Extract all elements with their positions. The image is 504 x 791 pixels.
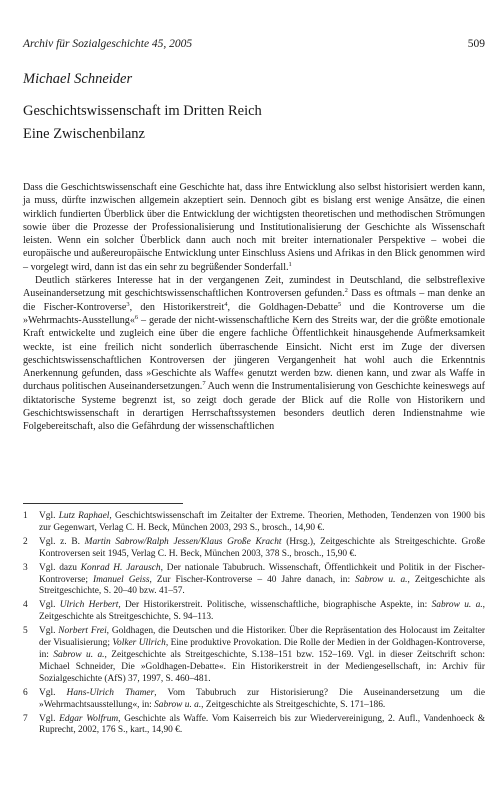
article-body xyxy=(23,181,485,434)
footnote-5: 5 Vgl. Norbert Frei, Goldhagen, die Deutschen und die Historiker. Über die Repräsentation des Holocaust im Zeitalter der Visualisierung; Volker Ullrich, Eine produktive Provokation. Die Rolle der Medien in der Goldhagen-Kontroverse, in: Sabrow u. a., Zeitgeschichte als Streitgeschichte, S.138–151 bzw. 152–169. Vgl. in dieser Zeitschrift schon: Michael Schneider, Die »Goldhagen-Debatte«. Ein Historikerstreit in der Mediengesellschaft, in: Archiv für Sozialgeschichte (AfS) 37, 1997, S. 460–481. xyxy=(23,626,485,684)
article-subtitle: Eine Zwischenbilanz xyxy=(23,126,145,142)
footnote-ref-1: 1 xyxy=(288,260,292,268)
footnote-7: 7 Vgl. Edgar Wolfrum, Geschichte als Waffe. Vom Kaiserreich bis zur Wiedervereinigung, 2. Aufl., Vandenhoeck & Ruprecht, 2002, 176 S., kart., 14,90 €. xyxy=(23,713,486,736)
running-header xyxy=(23,38,485,50)
footnote-ref-4: 4 xyxy=(224,300,228,308)
article-author: Michael Schneider xyxy=(23,71,133,87)
footnote-ref-7: 7 xyxy=(202,380,206,388)
footnote-ref-6: 6 xyxy=(134,313,139,321)
footnote-ref-5: 5 xyxy=(337,300,342,308)
footnote-1: 1 Vgl. Lutz Raphael, Geschichtswissenschaft im Zeitalter der Extreme. Theorien, Methoden, Tendenzen von 1900 bis zur Gegenwart, Verlag C. H. Beck, München 2003, 293 S., brosch., 14,90 €. xyxy=(23,511,485,533)
footnote-ref-2: 2 xyxy=(344,287,348,295)
journal-name: Archiv für Sozialgeschichte 45, 2005 xyxy=(23,38,193,50)
footnote-6: 6 Vgl. Hans-Ulrich Thamer, Vom Tabubruch zur Historisierung? Die Auseinandersetzung um die »Wehrmachtsausstellung«, in: Sabrow u. a., Zeitgeschichte als Streitgeschichte, S. 171–186. xyxy=(23,687,486,710)
article-title: Geschichtswissenschaft im Dritten Reich xyxy=(23,103,262,119)
page-number: 509 xyxy=(467,38,485,50)
footnote-divider xyxy=(23,503,183,504)
paragraph-2: Deutlich stärkeres Interesse hat in der vergangenen Zeit, zumindest in Deutschland, die selbstreflexive Auseinandersetzung mit geschichtswissenschaftlichen Kontroversen gefunden.$^2$ Dass es oftmals – man denke an die Fischer-Kontroverse$^3$, den Historikerstreit$^4$, die Goldhagen-Debatte$^5$ und die Kontroverse um die »Wehrmachts-Ausstellung«$^6$ – gerade der nicht-wissenschaftliche Kern des Streits war, der die größte emotionale Kraft entwickelte und zugleich eine über die engere fachliche Öffentlichkeit hinausgehende Aufmerksamkeit weckte, ist eine freilich nicht sonderlich überraschende Einsicht. Nicht erst im Zuge der diversen geschichtswissenschaftlichen Kontroversen der jüngeren Vergangenheit hat wohl auch die Erkenntnis Anerkennung gefunden, dass »Geschichte als Waffe« genutzt werden bzw. dienen kann, und zwar als Waffe in durchaus politischen Auseinandersetzungen.$^7$ Auch wenn die Instrumentalisierung von Geschichte keineswegs auf diktatorische Systeme begrenzt ist, so zeigt doch gerade der Blick auf die Rolle von Historikern und Geschichtswissenschaft in derartigen Herrschaftssystemen besonders deutlich deren Indienstnahme wie Folgebereitschaft, also die Gefährdung der wissenschaftlichen xyxy=(23,275,486,433)
footnote-4: 4 Vgl. Ulrich Herbert, Der Historikerstreit. Politische, wissenschaftliche, biographische Aspekte, in: Sabrow u. a., Zeitgeschichte als Streitgeschichte, S. 94–113. xyxy=(23,600,486,623)
footnotes xyxy=(23,511,485,739)
footnote-2: 2 Vgl. z. B. Martin Sabrow/Ralph Jessen/Klaus Große Kracht (Hrsg.), Zeitgeschichte als Streitgeschichte. Große Kontroversen seit 1945, Verlag C. H. Beck, München 2003, 378 S., brosch., 15,90 €. xyxy=(23,536,485,559)
footnote-3: 3 Vgl. dazu Konrad H. Jarausch, Der nationale Tabubruch. Wissenschaft, Öffentlichkeit und Politik in der Fischer-Kontroverse; Imanuel Geiss, Zur Fischer-Kontroverse – 40 Jahre danach, in: Sabrow u. a., Zeitgeschichte als Streitgeschichte, S. 20–40 bzw. 41–57. xyxy=(23,562,485,597)
paragraph-1: Dass die Geschichtswissenschaft eine Geschichte hat, dass ihre Entwicklung also selbst historisiert werden kann, ja muss, dürfte inzwischen allgemein akzeptiert sein. Dennoch gibt es bislang erst wenige Ansätze, die einen wirklich fundierten Überblick über die Entwicklung der wichtigsten theoretischen und methodischen Strömungen sowie über die Prozesse der Professionalisierung und Institutionalisierung der Geschichte als Wissenschaft leisten. Wenn ein solcher Überblick dann auch noch mit breiter internationaler Perspektive – wobei die europäische und außereuropäische Entwicklung unter Einschluss Asiens und Afrikas in den Blick genommen wird – vorgelegt wird, dann ist das ein sehr zu begrüßender Sonderfall.$^1$ xyxy=(23,182,485,273)
footnote-ref-3: 3 xyxy=(126,300,130,308)
